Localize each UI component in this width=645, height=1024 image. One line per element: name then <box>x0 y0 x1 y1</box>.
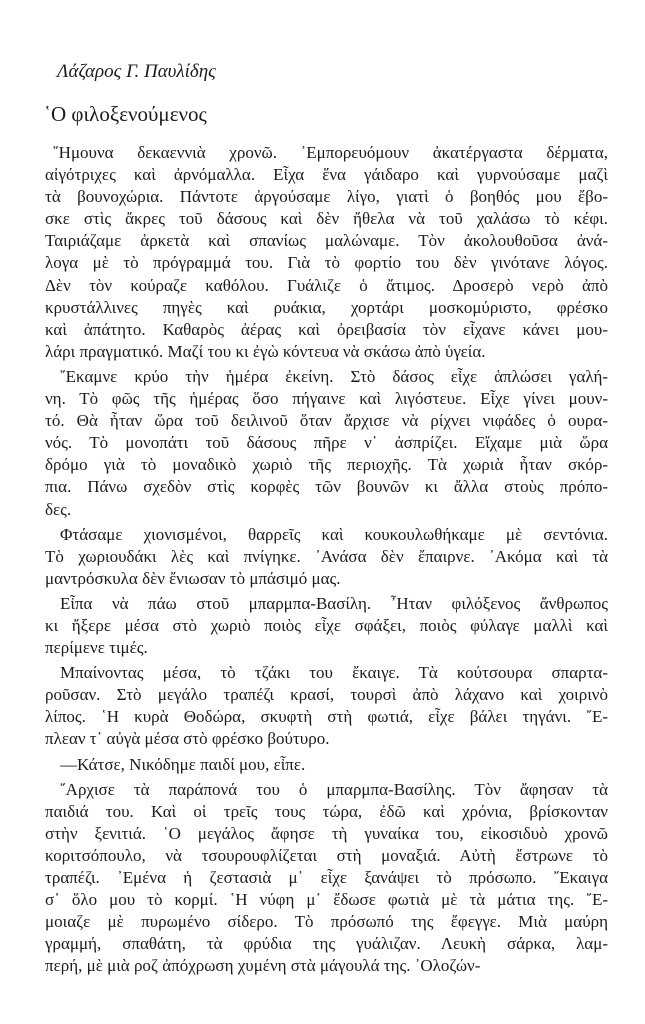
paragraph <box>45 779 608 978</box>
text-line: ῎Αρχισε τὰ παράπονά του ὁ μπαρμπα-Βασίλης. Τὸν ἄφησαν τὰ <box>60 779 608 799</box>
story-title: ῾Ο φιλοξενούμενος <box>44 102 207 126</box>
text-line: γραμμή, σπαθάτη, τὰ φρύδια της γυάλιζαν. Λευκὴ σάρκα, λαμ- <box>45 934 608 954</box>
text-line: περή, μὲ μιὰ ροζ ἀπόχρωση χυμένη στὰ μάγουλά της. ᾿Ολοζών- <box>45 956 481 976</box>
text-line: μαντρόσκυλα δὲν ἔνιωσαν τὸ μπάσιμό μας. <box>45 568 341 588</box>
text-line: νη. Τὸ φῶς τῆς ἡμέρας ὅσο πήγαινε καὶ λιγόστευε. Εἶχε γίνει μουν- <box>45 389 608 409</box>
text-line: Φτάσαμε χιονισμένοι, θαρρεῖς καὶ κουκουλωθήκαμε μὲ σεντόνια. <box>60 524 608 544</box>
text-line: πλεαν τ᾿ αὐγὰ μέσα στὸ φρέσκο βούτυρο. <box>45 729 330 749</box>
text-line: πια. Πάνω σχεδὸν στὶς κορφὲς τῶν βουνῶν κι ἄλλα στοὺς πρόπο- <box>45 477 608 497</box>
text-line: ῞Ημουνα δεκαεννιὰ χρονῶ. ᾿Εμπορευόμουν ἀκατέργαστα δέρματα, <box>53 143 608 162</box>
story-body <box>45 142 608 977</box>
text-line: κοριτσόπουλο, νὰ τσουρουφλίζεται στὴ μοναξιά. Αὐτὴ ἔστρωνε τὸ <box>45 845 608 865</box>
text-line: περίμενε τιμές. <box>45 638 148 658</box>
text-line: —Κάτσε, Νικόδημε παιδί μου, εἶπε. <box>60 754 306 774</box>
text-line: δρόμο γιὰ τὸ μοναδικὸ χωριὸ τῆς περιοχῆς. Τὰ χωριὰ ἦταν σκόρ- <box>45 455 608 475</box>
text-line: ροῦσαν. Στὸ μεγάλο τραπέζι κρασί, τουρσὶ ἀπὸ λάχανο καὶ χοιρινὸ <box>45 685 608 705</box>
text-line: κρυστάλλινες πηγὲς καὶ ρυάκια, χορτάρι μοσκομύριστο, φρέσκο <box>45 297 608 317</box>
paragraph <box>45 142 608 363</box>
text-line: παιδιά του. Καὶ οἱ τρεῖς τους τώρα, ἐδῶ καὶ χρόνια, βρίσκονταν <box>45 801 608 821</box>
text-line: σκε στὶς ἄκρες τοῦ δάσους καὶ δὲν ἤθελα νὰ τοῦ χαλάσω τὸ κέφι. <box>45 209 608 229</box>
text-line: μοιαζε μὲ πυρωμένο σίδερο. Τὸ πρόσωπό της ἔφεγγε. Μιὰ μαύρη <box>45 912 608 932</box>
author-name: Λάζαρος Γ. Παυλίδης <box>57 61 216 82</box>
text-line: Τὸ χωριουδάκι λὲς καὶ πνίγηκε. ᾿Ανάσα δὲν ἔπαιρνε. ᾿Ακόμα καὶ τὰ <box>45 546 608 566</box>
text-line: σ᾿ ὅλο μου τὸ κορμί. ῾Η νύφη μ᾿ ἔδωσε φωτιὰ μὲ τὰ μάτια της. ῎Ε- <box>45 890 608 910</box>
paragraph <box>45 593 608 659</box>
text-line: καὶ ἀπάτητο. Καθαρὸς ἀέρας καὶ ὀρειβασία τὸν εἶχανε κάνει μου- <box>45 319 608 339</box>
text-line: τραπέζι. ᾿Εμένα ἡ ζεστασιὰ μ᾿ εἶχε ξανάψει τὸ πρόσωπο. ῎Εκαιγα <box>45 868 608 887</box>
text-line: δες. <box>45 499 72 519</box>
text-line: στὴν ξενιτιά. ῾Ο μεγάλος ἄφησε τὴ γυναίκα του, εἰκοσιδυὸ χρονῶ <box>45 823 608 843</box>
text-line: ῎Εκαμνε κρύο τὴν ἡμέρα ἐκείνη. Στὸ δάσος εἶχε ἁπλώσει γαλή- <box>60 366 608 386</box>
text-line: Ταιριάζαμε ἀρκετὰ καὶ σπανίως μαλώναμε. Τὸν ἀκολουθοῦσα ἀνά- <box>45 231 608 251</box>
paragraph <box>45 662 608 750</box>
paragraph <box>45 366 608 521</box>
text-line: Δὲν τὸν κούραζε καθόλου. Γυάλιζε ὁ ἄτιμος. Δροσερὸ νερὸ ἀπὸ <box>45 275 608 295</box>
paragraph <box>45 524 608 590</box>
text-line: Μπαίνοντας μέσα, τὸ τζάκι του ἔκαιγε. Τὰ κούτσουρα σπαρτα- <box>60 663 608 683</box>
text-line: λάρι πραγματικό. Μαζί του κι ἐγὼ κόντευα νὰ σκάσω ἀπὸ ὑγεία. <box>45 341 486 361</box>
text-line: κι ἤξερε μέσα στὸ χωριὸ ποιὸς εἶχε σφάξει, ποιὸς φύλαγε μαλλὶ καὶ <box>45 615 608 635</box>
text-line: τὰ βουνοχώρια. Πάντοτε ἀργούσαμε λίγο, γιατὶ ὁ βοηθός μου ἔβο- <box>45 187 608 207</box>
text-line: αἰγότριχες καὶ ἀρνόμαλλα. Εἶχα ἕνα γάιδαρο καὶ γυρνούσαμε μαζὶ <box>45 165 608 185</box>
text-line: λογα μὲ τὸ πρόγραμμά του. Γιὰ τὸ φορτίο του δὲν γινότανε λόγος. <box>45 253 608 273</box>
text-line: Εἶπα νὰ πάω στοῦ μπαρμπα-Βασίλη. ῏Ηταν φιλόξενος ἄνθρωπος <box>60 593 608 613</box>
text-line: λίπος. ῾Η κυρὰ Θοδώρα, σκυφτὴ στὴ φωτιά, εἶχε βάλει τηγάνι. ῎Ε- <box>45 707 608 727</box>
text-line: τό. Θὰ ἦταν ὥρα τοῦ δειλινοῦ ὅταν ἄρχισε νὰ ρίχνει νιφάδες ὁ ουρα- <box>45 411 608 431</box>
paragraph <box>45 754 608 776</box>
text-line: νός. Τὸ μονοπάτι τοῦ δάσους πῆρε ν᾿ ἀσπρίζει. Εἴχαμε μιὰ ὥρα <box>45 433 608 453</box>
